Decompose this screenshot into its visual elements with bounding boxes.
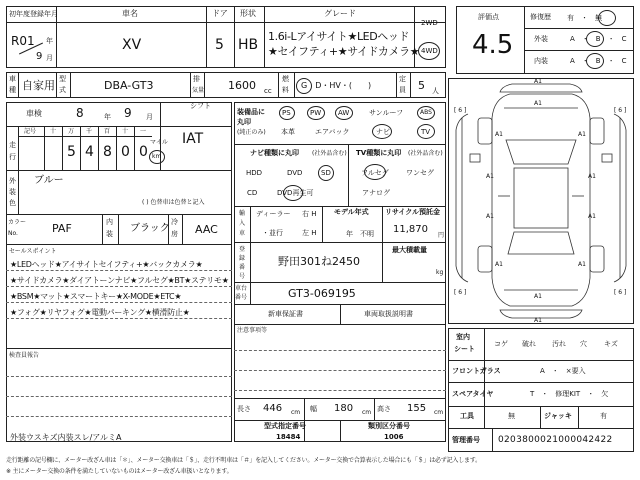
equipment-pw: PW (310, 109, 322, 117)
import-label-3: 車 (239, 230, 246, 237)
inspection-month-unit: 月 (146, 113, 153, 121)
grade-label: グレード (324, 9, 356, 18)
model-label-1: 型 (59, 75, 66, 83)
recycle-label: リサイクル預託金 (385, 208, 441, 216)
disp-unit: cc (264, 87, 272, 95)
designation-label: 型式指定番号 (264, 422, 306, 430)
first-reg-month: 9 (36, 51, 43, 62)
category-value: 1006 (384, 433, 404, 441)
mark-left-door-front: A1 (486, 173, 494, 180)
seat-label-1: 室内 (456, 333, 470, 341)
mark-right-door-rear: A1 (588, 213, 596, 220)
seat-item-scratch: キズ (604, 340, 618, 348)
equipment-sunroof: サンルーフ (369, 109, 404, 117)
mileage-digit-2: 4 (85, 144, 94, 160)
first-reg-label: 初年度登録年月 (9, 10, 58, 18)
guarantee-label: 新車保証書 (268, 310, 303, 318)
shift-label: シフト (190, 102, 211, 110)
height-value: 155 (407, 403, 427, 414)
spec-row (6, 72, 446, 98)
mark-left-door-rear: A1 (486, 213, 494, 220)
front-glass-label: フロントガラス (452, 367, 501, 375)
interior-label-1: 内 (106, 218, 113, 226)
cap-unit: 人 (432, 87, 439, 95)
mile-label: マイル (150, 139, 168, 146)
ac-label-2: 房 (171, 230, 178, 238)
km-label: km (152, 153, 162, 160)
mark-hood: A1 (534, 100, 542, 107)
color-value: ブルー (34, 175, 64, 186)
management-value: 0203800021000042422 (498, 435, 613, 445)
color-no-label-2: No. (8, 230, 18, 237)
mark-front-left: A1 (495, 131, 503, 138)
reg-label-4: 号 (239, 273, 246, 280)
reg-label-3: 番 (239, 264, 246, 271)
category-label: 類別区分番号 (368, 422, 410, 430)
chassis-label-1: 車台 (235, 285, 248, 292)
equipment-leather: 本革 (281, 128, 295, 136)
mileage-label-2: 行 (9, 153, 16, 161)
side-label-br: [ 6 ] (614, 289, 627, 296)
sales-point-3: ★BSM★マット★スマートキー★X-MODE★ETC★ (10, 292, 182, 301)
import-label-1: 輸 (239, 210, 246, 217)
interior-eval-label: 内装 (534, 57, 548, 65)
inspection-label: 車検 (26, 109, 42, 118)
chassis-label-2: 番号 (235, 294, 248, 301)
color-no-value: PAF (52, 222, 72, 235)
first-reg-year: R01 (11, 34, 35, 48)
use-label-1: 車 (9, 75, 16, 83)
first-reg-month-suffix: 月 (46, 54, 53, 62)
color-label-2: 装 (9, 188, 16, 196)
navi-hdd: HDD (246, 169, 263, 177)
left-block (6, 102, 232, 442)
car-name: XV (122, 37, 142, 53)
inspection-year-unit: 年 (104, 113, 111, 121)
shape-label: 形状 (240, 9, 256, 18)
width-value: 180 (334, 403, 354, 414)
side-label-bl: [ 6 ] (454, 289, 467, 296)
mark-trunk: A1 (534, 293, 542, 300)
navi-type-note: (社外品含む) (312, 150, 347, 157)
score-label: 評価点 (478, 13, 499, 21)
tools-value: 無 (508, 412, 515, 420)
seat-label-2: シート (454, 345, 475, 353)
model-label-2: 式 (59, 86, 66, 94)
car-diagram (448, 78, 634, 324)
equipment-label-1: 装備品に (237, 108, 265, 116)
color-label-3: 色 (9, 199, 16, 207)
ac-value: AAC (195, 223, 218, 236)
mark-front-bumper: A1 (534, 78, 542, 85)
navi-sd: SD (321, 169, 331, 177)
seat-item-dirt: 汚れ (552, 340, 566, 348)
inspector-note: 外装ウスキズ内装スレ/アルミA (10, 433, 122, 442)
roof (514, 168, 568, 228)
inspector-report-label: 検査員報告 (9, 352, 40, 359)
interior-label-2: 装 (106, 230, 113, 238)
mileage-digit-4: 0 (121, 144, 130, 160)
mileage-unit-3: 千 (86, 128, 93, 135)
mileage-unit-5: 十 (122, 128, 129, 135)
grade-line-2: ★セイフティ+★サイドカメラ★ (268, 45, 420, 58)
inspection-year: 8 (76, 106, 84, 120)
recycle-unit: 円 (438, 232, 445, 239)
mark-rear-left: A1 (495, 261, 503, 268)
mark-right-door-front: A1 (588, 173, 596, 180)
model-year-label: モデル年式 (334, 208, 369, 216)
length-unit: cm (291, 409, 301, 416)
repair-label: 修復歴 (530, 13, 551, 21)
navi-type-label: ナビ種類に丸印 (250, 149, 299, 157)
navi-dvd: DVD (287, 169, 303, 177)
color-no-label: カラー (8, 219, 27, 226)
import-left: 左 H (302, 229, 317, 237)
cap-label-1: 定 (399, 75, 406, 83)
max-load-label: 最大積載量 (392, 246, 427, 254)
fuel-label-2: 料 (282, 86, 289, 94)
fuel-label-1: 燃 (282, 75, 289, 83)
door-count: 5 (215, 37, 224, 53)
use-label-2: 種 (9, 86, 16, 94)
recycle-value: 11,870 (393, 224, 428, 235)
spare-tire-label: スペアタイヤ (452, 390, 494, 398)
height-unit: cm (434, 409, 444, 416)
reg-label-2: 録 (239, 255, 246, 262)
sales-points-label: セールスポイント (9, 248, 57, 255)
footer-line-1: 走行距離の記号欄に、メーター改ざん車は「＊」、メーター交換車は「＄」、走行不明車は「＃」を記入してください。メーター交換で合算表示した場合にも「＄」は必ず記入します。 (6, 457, 481, 464)
mark-front-right: A1 (578, 131, 586, 138)
model-year-value: 年 不明 (346, 230, 374, 238)
door-label: ドア (212, 9, 228, 18)
width-unit: cm (362, 409, 372, 416)
sales-point-4: ★フォグ★リヤフォグ★電動パーキング★横滑防止★ (10, 308, 190, 317)
height-label: 高さ (377, 405, 391, 413)
import-label-2: 入 (239, 220, 246, 227)
mileage-col-label: 記号 (24, 128, 37, 135)
shift-value: IAT (182, 131, 204, 147)
equipment-label-3: (純正のみ) (237, 129, 266, 136)
cap-label-2: 員 (399, 86, 406, 94)
mileage-unit-6: 一 (140, 128, 147, 135)
use-value: 自家用 (22, 79, 55, 92)
equipment-abs: ABS (420, 109, 432, 116)
body-shape: HB (238, 37, 259, 53)
navi-dvd-play: DVD再生可 (277, 189, 314, 197)
seat-item-hole: 穴 (580, 340, 587, 348)
mark-rear-right: A1 (578, 261, 586, 268)
manual-label: 車両取扱説明書 (364, 310, 413, 318)
interior-eval-options: A ・ B ・ C (570, 57, 627, 65)
right-profile (614, 114, 626, 282)
disp-value: 1600 (228, 79, 256, 92)
tv-type-label: TV種類に丸印 (356, 149, 402, 157)
interior-value: ブラック (130, 223, 170, 234)
equipment-label-2: 丸印 (237, 118, 251, 126)
twowd-label: 2WD (421, 19, 438, 27)
tv-fullseg: フルセグ (361, 169, 389, 177)
tv-type-note: (社外品含む) (408, 150, 443, 157)
front-left-wheel (478, 118, 492, 144)
exterior-label: 外装 (534, 35, 548, 43)
color-label-1: 外 (9, 177, 16, 185)
ac-label-1: 冷 (171, 218, 178, 226)
chassis-value: GT3-069195 (288, 287, 356, 300)
side-label-tr: [ 6 ] (614, 107, 627, 114)
seat-item-burn: コゲ (494, 340, 508, 348)
disp-label-2: 気量 (192, 87, 205, 94)
navi-cd: CD (247, 189, 258, 197)
management-label: 管理番号 (452, 436, 480, 444)
mileage-unit-4: 百 (104, 128, 111, 135)
length-value: 446 (263, 403, 283, 414)
jack-label: ジャッキ (544, 412, 572, 420)
fuel-options: G D・HV・( ) (301, 81, 372, 90)
equipment-tv: TV (421, 128, 431, 136)
windshield (506, 140, 576, 164)
rear-left-wheel (478, 246, 492, 272)
equipment-ps: PS (282, 109, 291, 117)
width-label: 幅 (310, 405, 317, 413)
tv-analog: アナログ (362, 189, 390, 197)
mileage-digit-3: 8 (103, 144, 112, 160)
equipment-navi: ナビ (376, 128, 390, 136)
color-note: ( ) 色替車は色替と記入 (142, 199, 205, 206)
front-right-wheel (590, 118, 604, 144)
cap-value: 5 (418, 79, 425, 92)
side-label-tl: [ 6 ] (454, 107, 467, 114)
import-dealer: ディーラー (256, 210, 291, 218)
tv-oneseg: ワンセグ (406, 169, 434, 177)
mark-rear-bumper: A1 (534, 317, 542, 324)
reg-label-1: 登 (239, 246, 246, 253)
exterior-options: A ・ B ・ C (570, 35, 627, 43)
mileage-label-1: 走 (9, 141, 16, 149)
rear-right-wheel (590, 246, 604, 272)
disp-label-1: 排 (193, 75, 200, 83)
spare-tire-options: T ・ 修理KIT ・ 欠 (530, 390, 609, 398)
reg-value: 野田301ね2450 (278, 255, 360, 268)
max-load-unit: kg (436, 269, 444, 276)
body-top (492, 94, 590, 306)
designation-value: 18484 (276, 433, 301, 441)
grade-line-1: 1.6i-Lアイサイト★LEDヘッド (268, 30, 410, 43)
score-value: 4.5 (472, 30, 514, 60)
mileage-unit-1: 十 (50, 128, 57, 135)
name-label: 車名 (122, 9, 138, 18)
import-right: 右 H (302, 210, 317, 218)
mileage-digit-1: 5 (67, 144, 76, 160)
footer-line-2: ※ 主にメーター交換の条件を満たしていないものはメーター改ざん車扱いとなります。 (6, 468, 233, 475)
length-label: 長さ (237, 405, 251, 413)
import-parallel: ・並行 (262, 229, 283, 237)
equipment-airbag: エアバック (315, 128, 350, 136)
left-profile (456, 114, 468, 282)
tools-label: 工具 (460, 412, 474, 420)
equipment-aw: AW (338, 109, 350, 117)
front-glass-options: A ・ ×要入 (540, 367, 586, 375)
seat-item-tear: 破れ (522, 340, 536, 348)
first-reg-year-suffix: 年 (46, 37, 53, 45)
mileage-digit-5: 0 (139, 144, 148, 160)
sales-point-1: ★LEDヘッド★アイサイトセイフティ+★バックカメラ★ (10, 260, 203, 269)
jack-value: 有 (600, 412, 607, 420)
sales-point-2: ★サイドカメラ★ダイアトーンナビ★フルセグ★BT★ステリモ★ (10, 276, 229, 285)
inspection-month: 9 (124, 106, 132, 120)
drive-value: 4WD (421, 47, 438, 55)
notes-label: 注意事項等 (237, 327, 268, 334)
model-value: DBA-GT3 (104, 79, 154, 92)
repair-options: 有 ・ 無 (567, 14, 602, 22)
rear-glass (508, 232, 574, 254)
mileage-unit-2: 万 (68, 128, 75, 135)
